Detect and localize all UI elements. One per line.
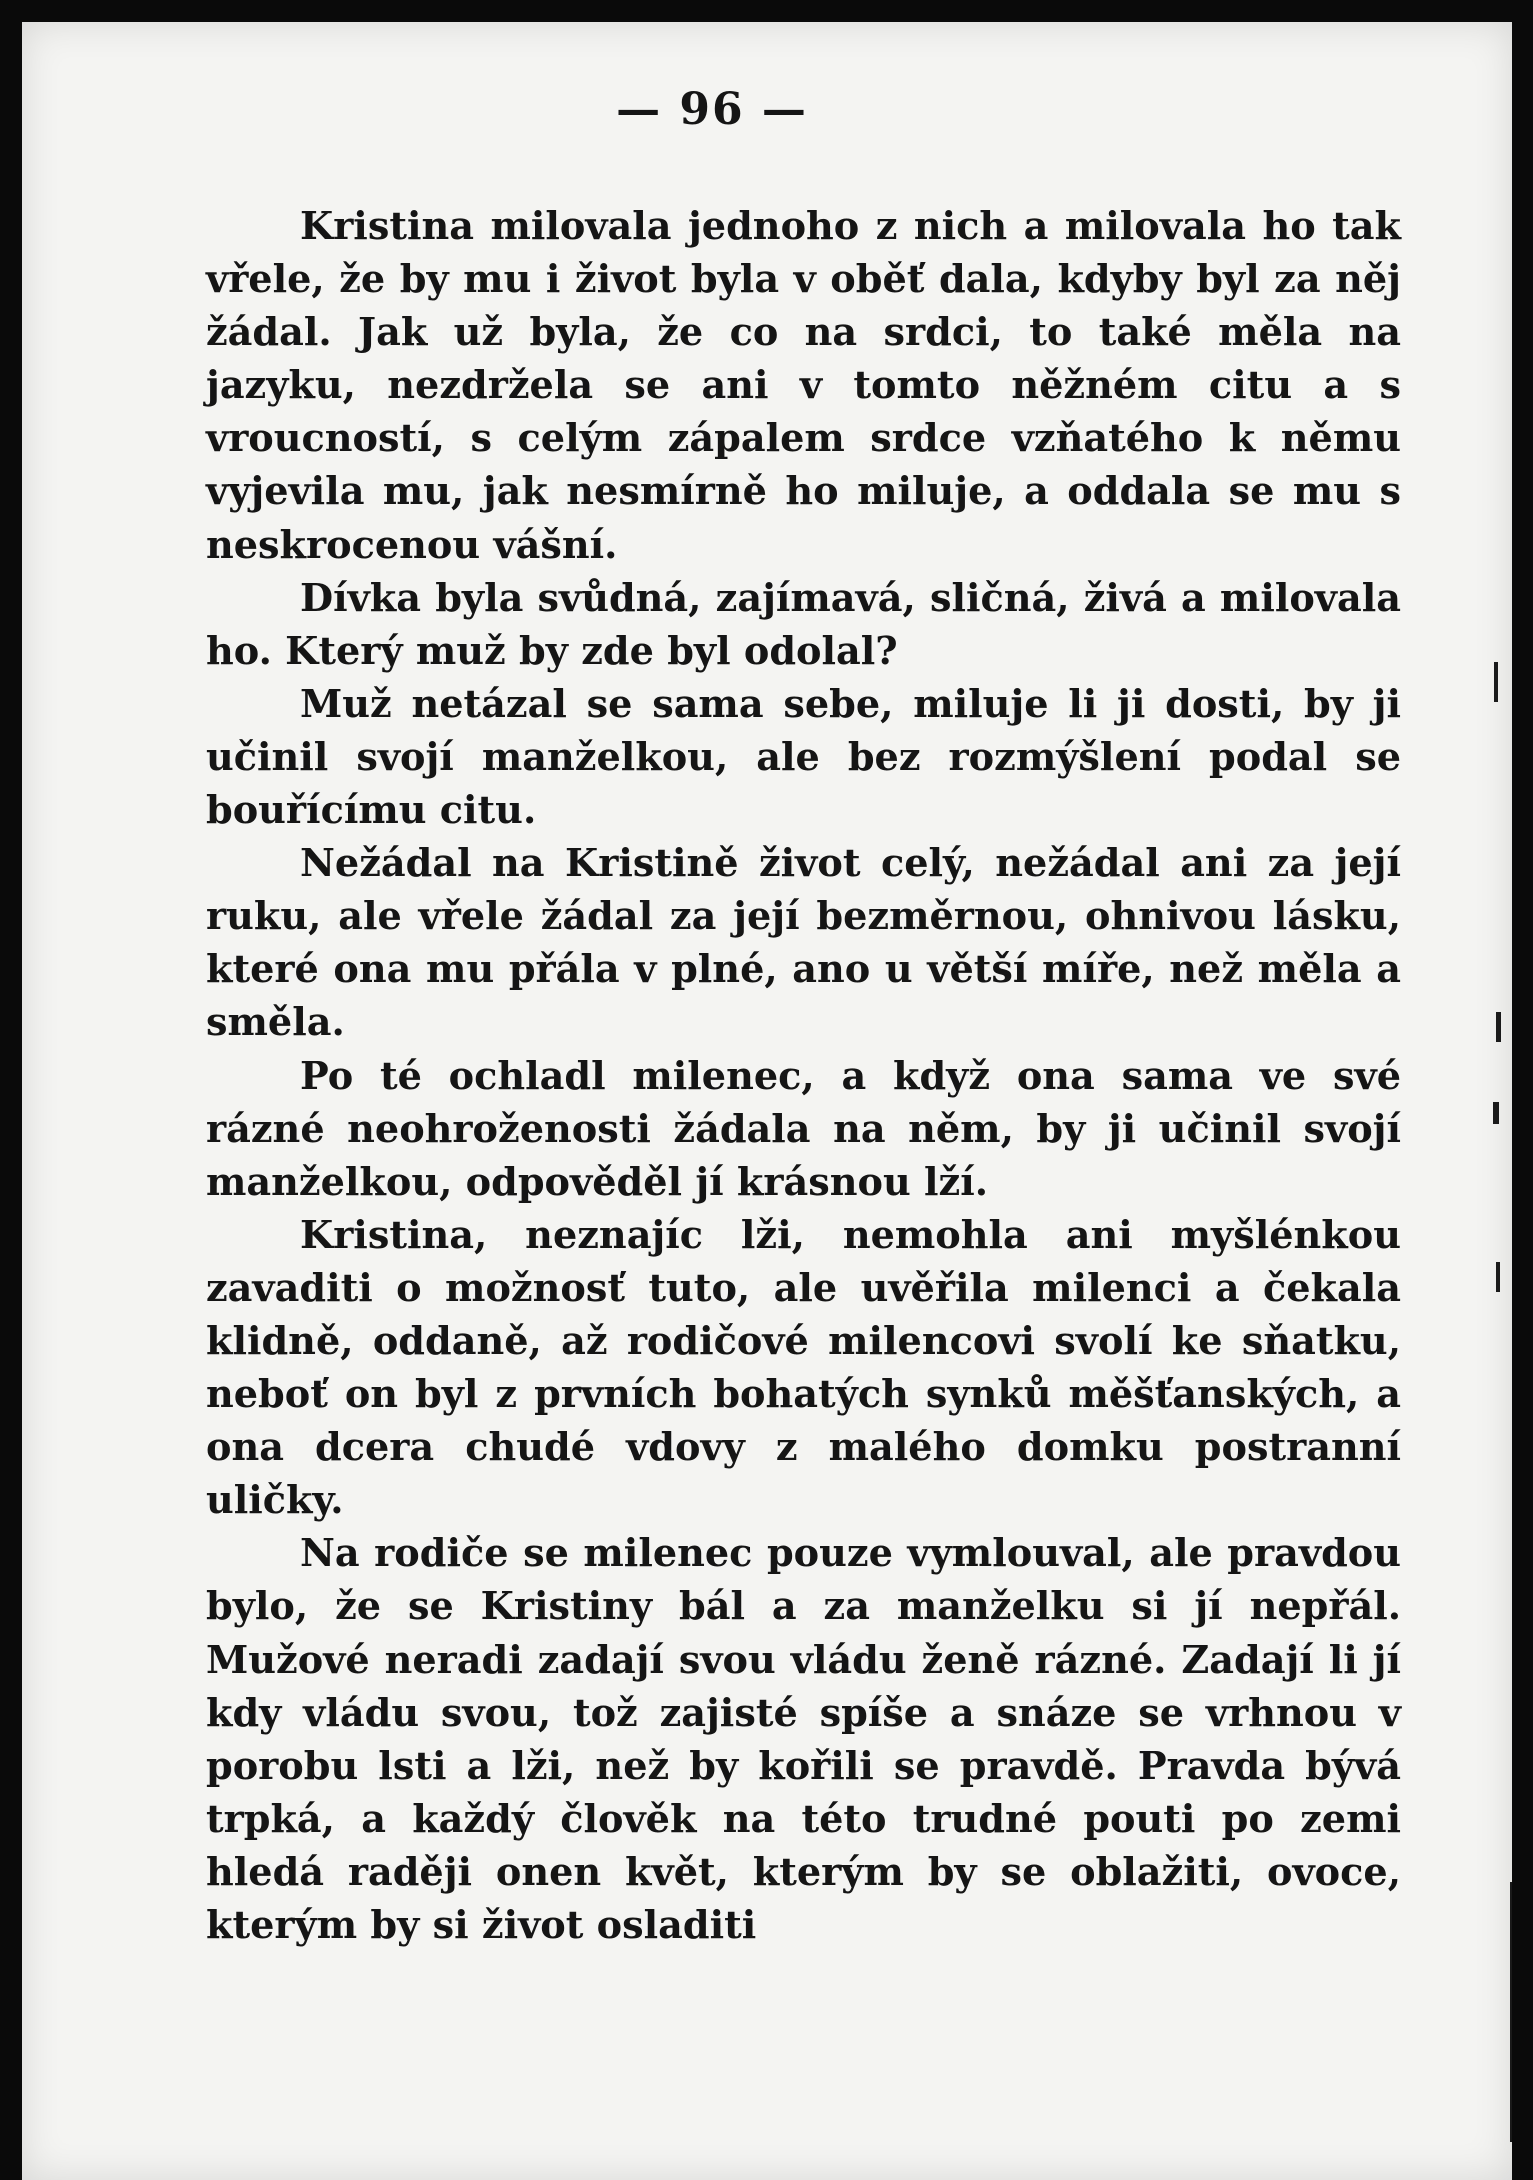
- paragraph: Kristina, neznajíc lži, nemohla ani myšlénkou zavaditi o možnosť tuto, ale uvěřila milenci a čekala klidně, oddaně, až rodičové milencovi svolí ke sňatku, neboť on byl z prvních bohatých synků měšťanských, a ona dcera chudé vdovy z malého domku postranní uličky.: [206, 1212, 1401, 1524]
- page-number: — 96 —: [616, 84, 808, 135]
- scan-mark: [1494, 662, 1498, 702]
- scan-mark: [1510, 1882, 1512, 2142]
- body-text: [206, 200, 1401, 1952]
- paragraph: Po té ochladl milenec, a když ona sama ve své rázné neohroženosti žádala na něm, by ji učinil svojí manželkou, odpověděl jí krásnou lží.: [206, 1053, 1401, 1205]
- paragraph: Nežádal na Kristině život celý, nežádal ani za její ruku, ale vřele žádal za její bezměrnou, ohnivou lásku, které ona mu přála v plné, ano u větší míře, než měla a směla.: [206, 841, 1401, 1046]
- scan-mark: [1496, 1262, 1500, 1292]
- paragraph: Muž netázal se sama sebe, miluje li ji dosti, by ji učinil svojí manželkou, ale bez rozmýšlení podal se bouřícímu citu.: [206, 681, 1401, 834]
- paragraph: Na rodiče se milenec pouze vymlouval, ale pravdou bylo, že se Kristiny bál a za manželku si jí nepřál. Mužové neradi zadají svou vládu ženě rázné. Zadají li jí kdy vládu svou, tož zajisté spíše a snáze se vrhnou v porobu lsti a lži, než by kořili se pravdě. Pravda bývá trpká, a každý člověk na této trudné pouti po zemi hledá raději onen květ, kterým by se oblažiti, ovoce, kterým by si život osladiti: [206, 1531, 1401, 1948]
- paragraph: Dívka byla svůdná, zajímavá, sličná, živá a milovala ho. Který muž by zde byl odolal?: [206, 575, 1401, 674]
- scan-mark: [1496, 1012, 1501, 1042]
- scan-mark: [1493, 1102, 1499, 1124]
- paragraph: Kristina milovala jednoho z nich a milovala ho tak vřele, že by mu i život byla v oběť dala, kdyby byl za něj žádal. Jak už byla, že co na srdci, to také měla na jazyku, nezdržela se ani v tomto něžném citu a s vroucností, s celým zápalem srdce vzňatého k němu vyjevila mu, jak nesmírně ho miluje, a oddala se mu s neskrocenou vášní.: [206, 204, 1401, 568]
- book-page: [22, 22, 1512, 2180]
